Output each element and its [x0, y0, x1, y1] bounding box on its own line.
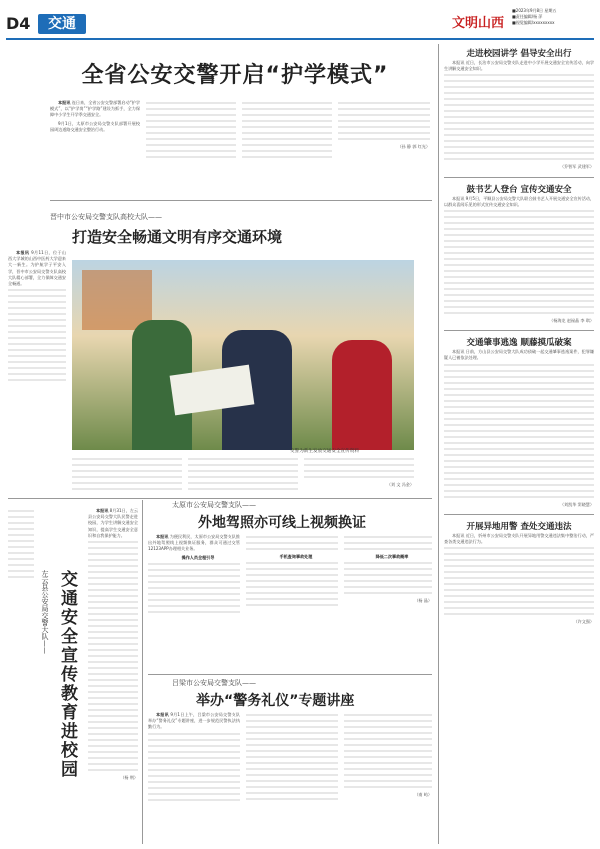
- story1-col-2: [72, 456, 182, 494]
- page-header: [0, 0, 600, 42]
- story3-subhead-3: 降低二次事故概率: [375, 554, 409, 559]
- divider: [444, 177, 594, 178]
- lead-para-2: 9月1日，太原市公安局交警支队部署开展校园周边道路交通安全整治行动。: [50, 120, 140, 132]
- lead-para-1: 连日来，全省公安交警部署启动“护学模式”，以“护学岗”“护学路”建设为抓手，全力保障中小学生开学季交通安全。: [50, 100, 140, 118]
- sidebar-title-4: 开展异地用警 查处交通违法: [466, 521, 572, 532]
- story2-author: （杨 荆）: [120, 775, 138, 781]
- story3-author: （杨 晶）: [414, 598, 432, 604]
- story2-body: [88, 508, 138, 783]
- story3-col-2: [246, 534, 338, 610]
- sidebar-title-1: 走进校园讲学 倡导安全出行: [466, 49, 572, 59]
- divider: [444, 330, 594, 331]
- header-rule: [6, 38, 594, 40]
- story1-title: 打造安全畅通文明有序交通环境: [72, 228, 283, 246]
- story3-text: 为便民利民，太原市公安局交警支队推出外地驾照线上视频换证服务，群众可通过交管12123APP办理相关业务。: [148, 534, 240, 552]
- sidebar-text-1: 本报讯 近日，长治市公安局交警支队走进中小学开展交通安全宣传活动，向学生讲解交通安全知识。: [444, 60, 594, 72]
- column-divider: [438, 44, 439, 844]
- paper-logo: 文明山西: [452, 16, 505, 31]
- story1-author: （刘 文 冯金）: [386, 482, 414, 487]
- news-photo: [72, 260, 414, 450]
- story2-kicker: 左云县公安局交警大队——: [41, 570, 49, 654]
- story2-title: 交通安全宣传教育进校园: [57, 570, 77, 779]
- sidebar: [444, 48, 594, 627]
- sidebar-author-1: （乔智军 武建军）: [559, 164, 594, 170]
- story3-col-3: [344, 534, 432, 606]
- story4-col-1: [148, 712, 240, 805]
- lead-col-4: [338, 100, 430, 152]
- story4-byline: 本报讯: [156, 712, 169, 717]
- divider: [50, 200, 432, 201]
- sidebar-title-3: 交通肇事逃逸 顺藤摸瓜破案: [466, 338, 572, 349]
- story4-author: （南 屿）: [414, 792, 432, 797]
- meta-line: ■责任编辑/杨 萍: [512, 14, 543, 19]
- sidebar-title-2: 鼓书艺人登台 宣传交通安全: [466, 184, 572, 195]
- section-badge: 交通: [38, 14, 86, 34]
- story2-text: 8月31日，左云县公安局交警大队民警走进校园，为学生讲解交通安全知识，提高学生交通安全意识和自我保护能力。: [88, 508, 138, 538]
- sidebar-author-3: （刘凯华 窦晓慧）: [559, 501, 594, 507]
- meta-line: ■视觉编辑/xxxxxxxxx: [512, 20, 555, 25]
- lead-byline: 本报讯: [58, 100, 71, 105]
- story2-col-narrow: [8, 508, 34, 582]
- story1-byline: 本报讯: [16, 250, 30, 255]
- lead-col-2: [146, 100, 236, 162]
- lead-col-1: [50, 100, 140, 135]
- story2-byline: 本报讯: [96, 508, 109, 513]
- divider: [444, 514, 594, 515]
- divider: [148, 674, 432, 675]
- photo-building: [82, 270, 152, 330]
- sidebar-text-3: 本报讯 日前，方山县公安局交警大队成功侦破一起交通肇事逃逸案件，犯罪嫌疑人已被依法处理。: [444, 349, 594, 361]
- page-number: D4: [6, 14, 31, 33]
- story1-kicker: 晋中市公安局交警支队高校大队——: [50, 213, 162, 221]
- story4-kicker: 吕梁市公安局交警支队——: [172, 679, 256, 687]
- meta-line: ■2023年9月8日 星期五: [512, 8, 557, 13]
- photo-person-student: [332, 340, 392, 450]
- story3-col-1: [148, 534, 240, 617]
- column-divider: [142, 500, 143, 844]
- story3-subhead-1: 操作人员全程引导: [181, 554, 215, 560]
- story1-text: 9月11日，位于山西大学城的山西中医药大学迎来大一新生。为护航学子平安入学，晋中市公安局交警支队高校大队精心部署，全力保障交通安全畅通。: [8, 250, 66, 287]
- story4-col-2: [246, 712, 338, 804]
- divider: [8, 498, 432, 499]
- story4-text: 9月1日上午，吕梁市公安局交警支队举办“警务礼仪”专题讲座，进一步规范民警执法执勤行为。: [148, 712, 240, 730]
- photo-caption: 交警为新生发放交通安全宣传资料: [290, 449, 359, 454]
- issue-meta: [512, 8, 556, 26]
- story3-kicker: 太原市公安局交警支队——: [172, 501, 256, 509]
- sidebar-text-2: 本报讯 9月5日，平顺县公安局交警大队联合鼓书艺人开展交通安全宣传活动，以群众喜闻乐见的形式宣传交通安全知识。: [444, 195, 594, 207]
- story3-byline: 本报讯: [156, 534, 169, 539]
- sidebar-author-2: （杨海龙 赵禄晶 李 琪）: [549, 318, 594, 324]
- story4-title: 举办“警务礼仪”专题讲座: [196, 693, 355, 709]
- lead-author: （孙 静 郭 红光）: [397, 144, 430, 149]
- sidebar-author-4: （许文强）: [573, 619, 594, 625]
- story1-col-4: [304, 456, 414, 490]
- story3-title: 外地驾照亦可线上视频换证: [198, 515, 366, 531]
- lead-headline: 全省公安交警开启“护学模式”: [81, 63, 389, 88]
- story4-col-3: [344, 712, 432, 800]
- story3-subhead-2: 手机查询事故处理: [279, 554, 313, 559]
- lead-col-3: [242, 100, 332, 162]
- story1-body: [8, 250, 66, 385]
- sidebar-text-4: 本报讯 近日，忻州市公安局交警支队开展异地用警交通违法集中整治行动，严查各类交通违法行为。: [444, 532, 594, 545]
- story1-col-3: [188, 456, 298, 494]
